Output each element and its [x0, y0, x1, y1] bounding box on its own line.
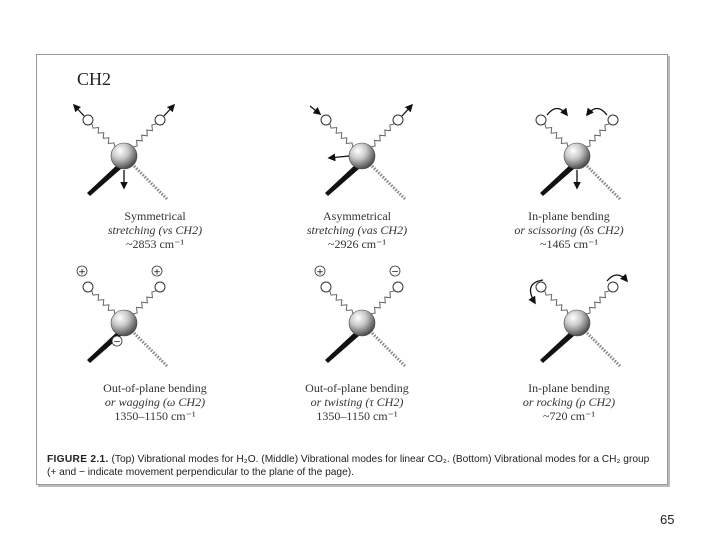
hydrogen-atom	[83, 115, 93, 125]
hydrogen-atom	[536, 282, 546, 292]
mode-label-scissoring	[469, 209, 669, 251]
mode-frequency: 1350–1150 cm⁻¹	[316, 409, 398, 423]
carbon-atom	[111, 310, 137, 336]
hydrogen-atom	[321, 115, 331, 125]
hydrogen-atom	[608, 115, 618, 125]
motion-sign: −	[113, 337, 121, 348]
mode-subname: stretching (νs CH2)	[107, 223, 203, 237]
hashed-bond	[585, 164, 621, 200]
motion-arrow	[587, 109, 607, 116]
motion-arrow	[607, 275, 627, 281]
motion-arrow	[310, 106, 320, 114]
wedge-bond	[325, 164, 360, 196]
mode-label-wagging	[55, 381, 255, 423]
motion-sign: +	[153, 267, 161, 278]
hydrogen-atom	[321, 282, 331, 292]
bond-spring	[133, 124, 156, 147]
mode-subname: or twisting (τ CH2)	[310, 395, 404, 409]
mode-name: Asymmetrical	[323, 209, 391, 223]
mode-label-asymmetric-stretch	[257, 209, 457, 251]
mode-frequency: ~2926 cm⁻¹	[327, 237, 387, 251]
carbon-atom	[349, 143, 375, 169]
mode-name: Symmetrical	[124, 209, 186, 223]
figure-caption	[47, 453, 659, 479]
bond-spring	[92, 291, 115, 314]
carbon-atom	[111, 143, 137, 169]
mode-label-symmetric-stretch	[55, 209, 255, 251]
bond-spring	[330, 291, 353, 314]
mode-subname: or wagging (ω CH2)	[104, 395, 206, 409]
ch2-group-label: CH2	[77, 69, 112, 89]
bond-spring	[586, 291, 609, 314]
motion-sign: −	[391, 267, 399, 278]
mode-subname: stretching (νas CH2)	[306, 223, 408, 237]
motion-sign: +	[78, 267, 86, 278]
mode-frequency: ~720 cm⁻¹	[542, 409, 596, 423]
bond-spring	[92, 124, 115, 147]
hydrogen-atom	[536, 115, 546, 125]
carbon-atom	[349, 310, 375, 336]
hydrogen-atom	[155, 282, 165, 292]
mode-label-twisting	[257, 381, 457, 423]
bond-spring	[330, 124, 353, 147]
mode-name: In-plane bending	[528, 209, 610, 223]
hydrogen-atom	[155, 115, 165, 125]
motion-arrow	[547, 109, 567, 116]
wedge-bond	[540, 164, 575, 196]
hydrogen-atom	[393, 282, 403, 292]
hydrogen-atom	[83, 282, 93, 292]
bond-spring	[586, 124, 609, 147]
mode-frequency: 1350–1150 cm⁻¹	[114, 409, 196, 423]
hashed-bond	[370, 164, 406, 200]
hashed-bond	[132, 331, 168, 367]
mode-subname: or scissoring (δs CH2)	[514, 223, 624, 237]
carbon-atom	[564, 310, 590, 336]
caption-text: (Top) Vibrational modes for H₂O. (Middle) Vibrational modes for linear CO₂. (Bottom) Vibrational modes for a CH₂ group (+ and − indicate movement perpendicular to the plane of the page).	[47, 454, 650, 478]
caption-label: FIGURE 2.1.	[47, 454, 109, 465]
mode-name: Out-of-plane bending	[103, 381, 207, 395]
bond-spring	[371, 291, 394, 314]
bond-spring	[133, 291, 156, 314]
motion-sign: +	[316, 267, 324, 278]
motion-arrow	[74, 105, 84, 116]
mode-name: Out-of-plane bending	[305, 381, 409, 395]
hashed-bond	[132, 164, 168, 200]
mode-frequency: ~2853 cm⁻¹	[125, 237, 185, 251]
mode-label-rocking	[469, 381, 669, 423]
bond-spring	[545, 124, 568, 147]
wedge-bond	[87, 164, 122, 196]
carbon-atom	[564, 143, 590, 169]
motion-arrow	[164, 105, 174, 116]
mode-subname: or rocking (ρ CH2)	[522, 395, 616, 409]
vibrational-modes-figure	[36, 54, 668, 485]
mode-name: In-plane bending	[528, 381, 610, 395]
hashed-bond	[585, 331, 621, 367]
page-number: 65	[660, 512, 675, 527]
hydrogen-atom	[608, 282, 618, 292]
hashed-bond	[370, 331, 406, 367]
motion-arrow	[329, 156, 349, 158]
bond-spring	[371, 124, 394, 147]
wedge-bond	[325, 331, 360, 363]
motion-arrow	[402, 105, 412, 116]
hydrogen-atom	[393, 115, 403, 125]
wedge-bond	[540, 331, 575, 363]
bond-spring	[545, 291, 568, 314]
mode-frequency: ~1465 cm⁻¹	[539, 237, 599, 251]
